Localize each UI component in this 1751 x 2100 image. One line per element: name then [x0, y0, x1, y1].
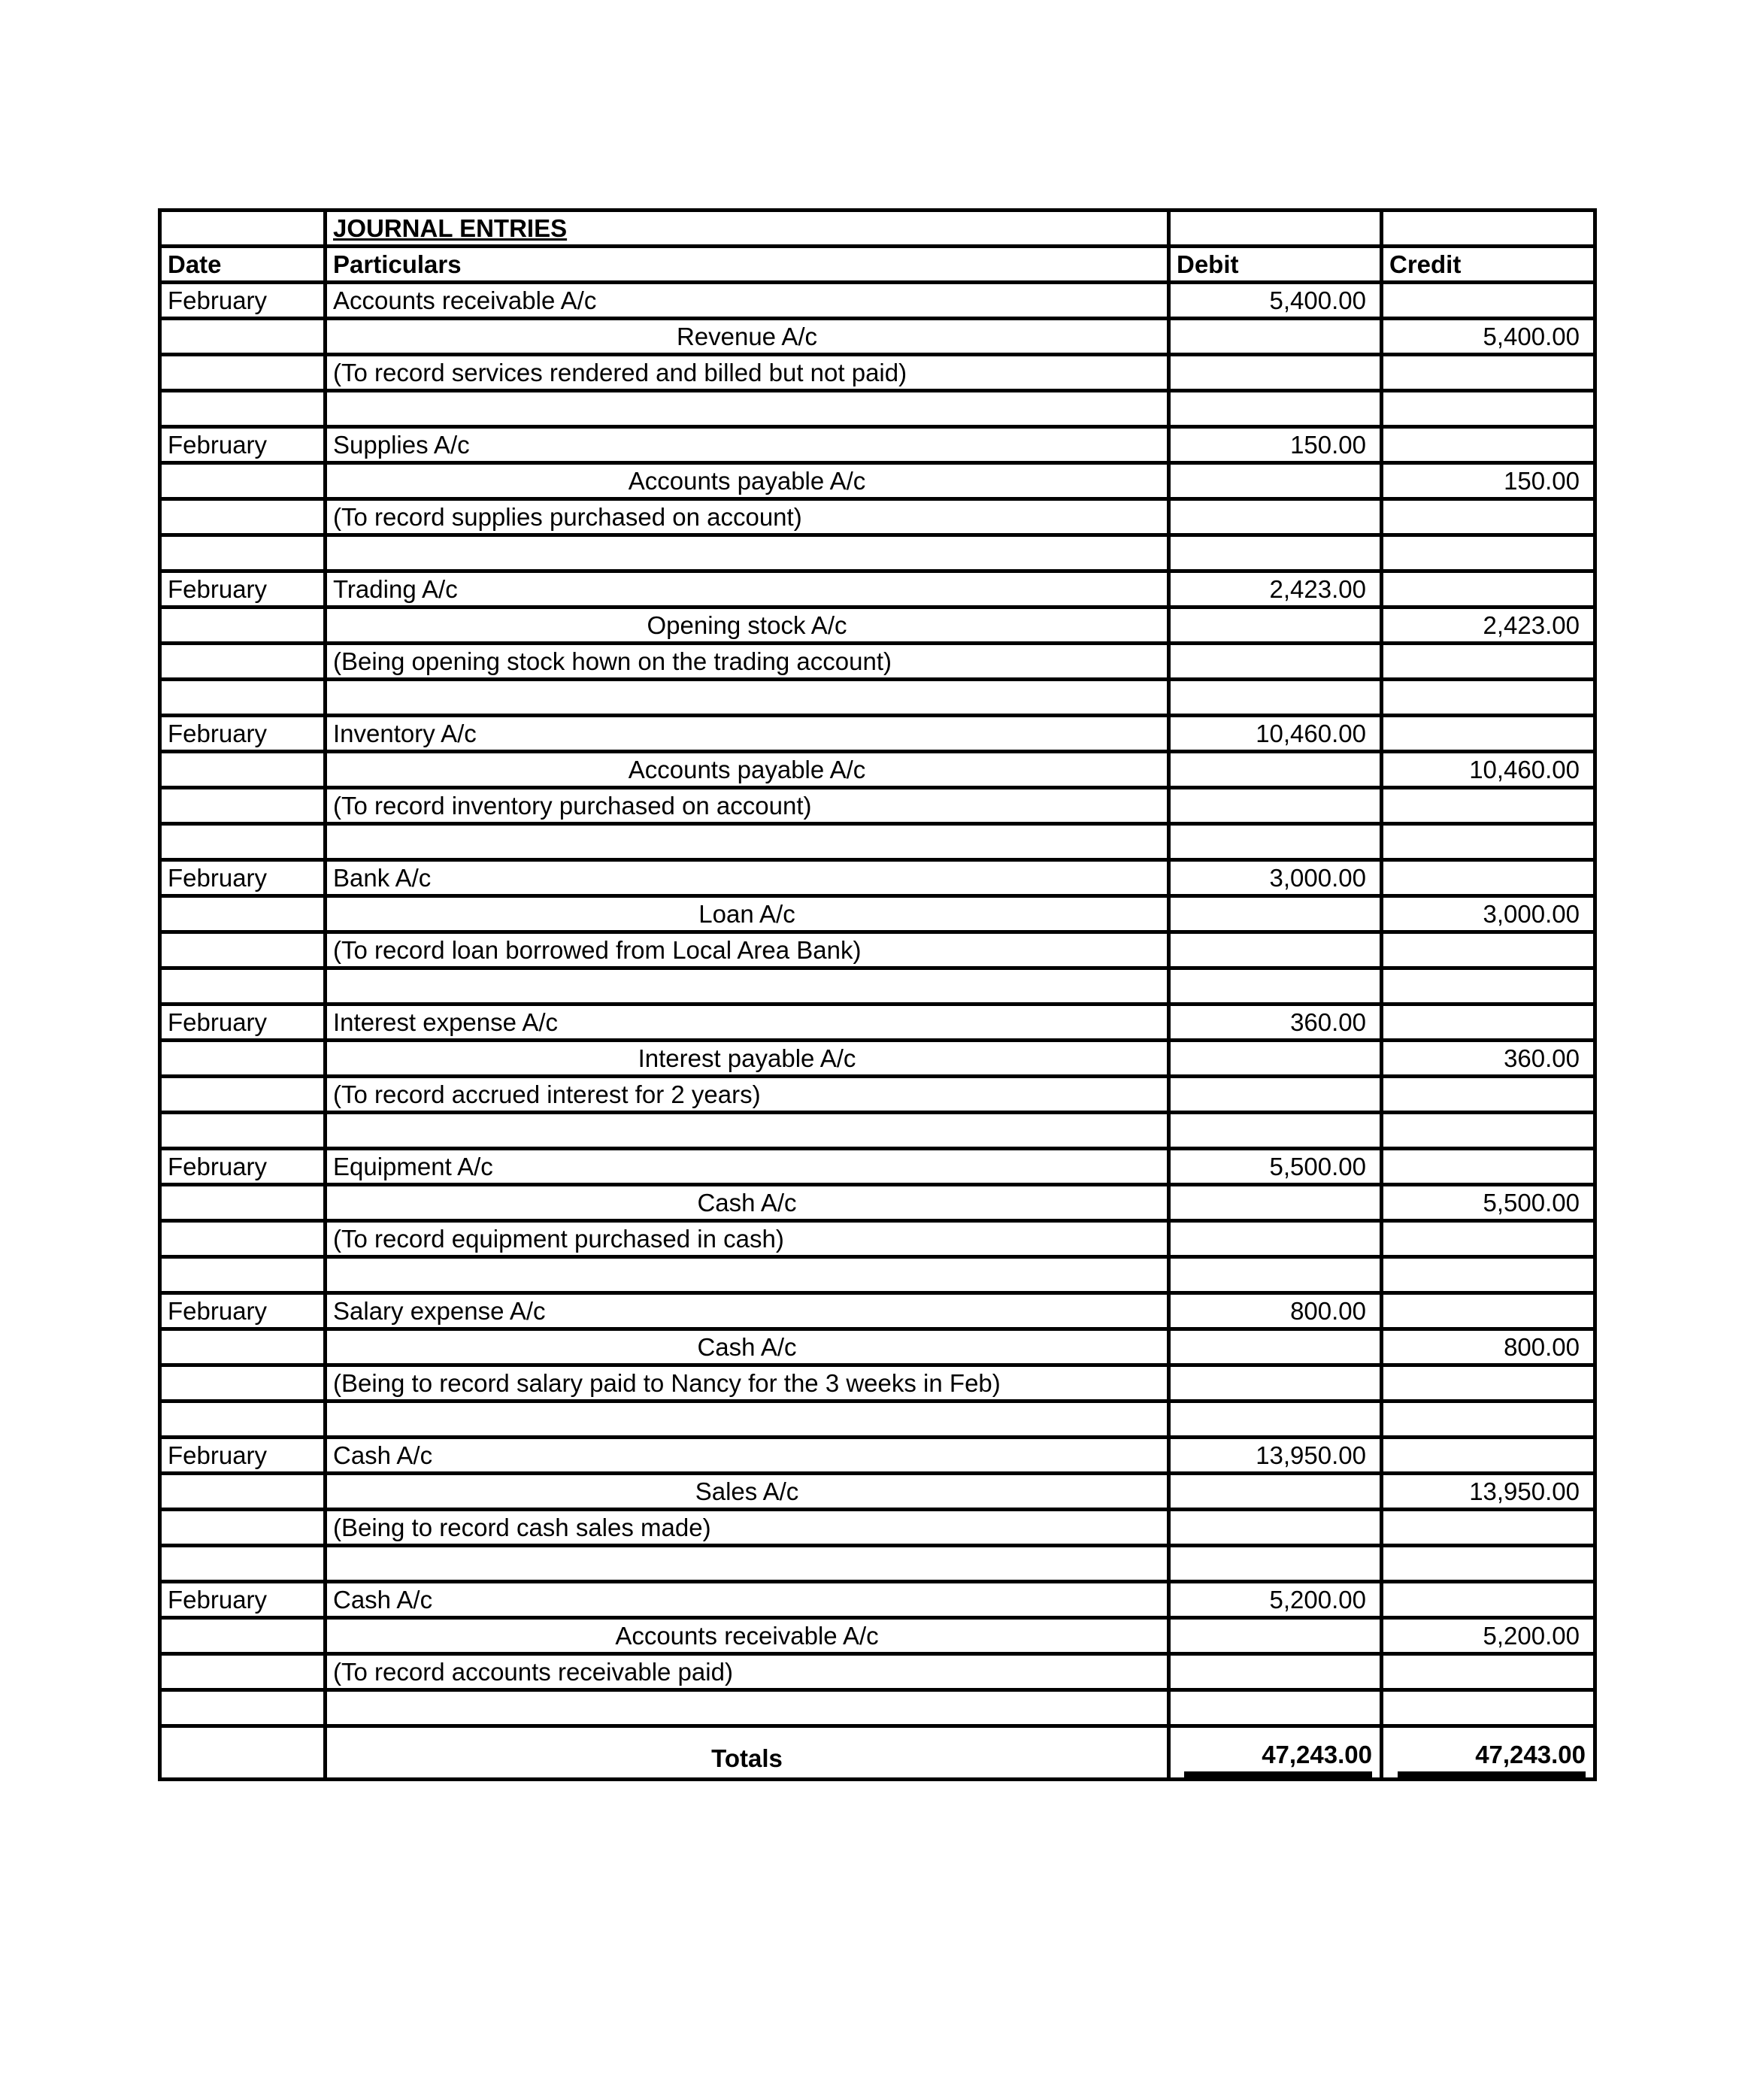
cell-empty: [1169, 1690, 1382, 1726]
debit-amount: 360.00: [1169, 1005, 1382, 1041]
totals-credit: 47,243.00: [1398, 1738, 1586, 1774]
entry-date: February: [160, 1582, 326, 1618]
cell-empty: [1169, 824, 1382, 860]
debit-account: Interest expense A/c: [326, 1005, 1169, 1041]
entry-debit-row: [160, 1293, 1595, 1329]
cell-empty: [1382, 1510, 1595, 1546]
cell-empty: [1169, 391, 1382, 427]
entry-credit-row: [160, 319, 1595, 355]
entry-credit-row: [160, 463, 1595, 499]
cell-empty: [160, 968, 326, 1005]
credit-account: Sales A/c: [326, 1474, 1169, 1510]
entry-debit-row: [160, 1438, 1595, 1474]
narration: (To record inventory purchased on account): [326, 788, 1169, 824]
credit-amount: 2,423.00: [1382, 608, 1595, 644]
narration: (To record supplies purchased on account): [326, 499, 1169, 535]
entry-credit-row: [160, 1329, 1595, 1365]
cell-empty: [160, 355, 326, 391]
entry-credit-row: [160, 896, 1595, 932]
cell-empty: [1382, 860, 1595, 896]
entry-debit-row: [160, 571, 1595, 608]
credit-account: Loan A/c: [326, 896, 1169, 932]
debit-amount: 2,423.00: [1169, 571, 1382, 608]
cell-empty: [1382, 211, 1595, 247]
narration: (To record equipment purchased in cash): [326, 1221, 1169, 1257]
credit-account: Accounts payable A/c: [326, 752, 1169, 788]
entry-debit-row: [160, 860, 1595, 896]
entry-narration-row: [160, 644, 1595, 680]
cell-empty: [1169, 644, 1382, 680]
spacer-row: [160, 1546, 1595, 1582]
cell-empty: [160, 211, 326, 247]
entry-date: February: [160, 427, 326, 463]
cell-empty: [1382, 535, 1595, 571]
cell-empty: [160, 608, 326, 644]
cell-empty: [160, 644, 326, 680]
cell-empty: [1169, 463, 1382, 499]
entry-debit-row: [160, 1582, 1595, 1618]
cell-empty: [160, 1077, 326, 1113]
credit-amount: 800.00: [1382, 1329, 1595, 1365]
debit-account: Trading A/c: [326, 571, 1169, 608]
debit-amount: 10,460.00: [1169, 716, 1382, 752]
entry-credit-row: [160, 1185, 1595, 1221]
entry-narration-row: [160, 1510, 1595, 1546]
entry-narration-row: [160, 355, 1595, 391]
entry-date: February: [160, 1005, 326, 1041]
credit-account: Interest payable A/c: [326, 1041, 1169, 1077]
cell-empty: [1382, 968, 1595, 1005]
cell-empty: [1169, 319, 1382, 355]
cell-empty: [160, 1041, 326, 1077]
debit-account: Bank A/c: [326, 860, 1169, 896]
spacer-row: [160, 1257, 1595, 1293]
cell-empty: [1382, 355, 1595, 391]
cell-empty: [160, 752, 326, 788]
cell-empty: [326, 1402, 1169, 1438]
spacer-row: [160, 535, 1595, 571]
totals-row: [160, 1726, 1595, 1780]
cell-empty: [326, 968, 1169, 1005]
cell-empty: [1169, 608, 1382, 644]
debit-amount: 5,400.00: [1169, 283, 1382, 319]
cell-empty: [1382, 1690, 1595, 1726]
entry-date: February: [160, 1149, 326, 1185]
spacer-row: [160, 1113, 1595, 1149]
cell-empty: [160, 1510, 326, 1546]
header-debit: Debit: [1169, 247, 1382, 283]
header-date: Date: [160, 247, 326, 283]
cell-empty: [1382, 1438, 1595, 1474]
debit-account: Salary expense A/c: [326, 1293, 1169, 1329]
cell-empty: [1382, 1402, 1595, 1438]
entry-credit-row: [160, 752, 1595, 788]
cell-empty: [1169, 788, 1382, 824]
narration: (To record accounts receivable paid): [326, 1654, 1169, 1690]
title-row: [160, 211, 1595, 247]
debit-amount: 5,500.00: [1169, 1149, 1382, 1185]
cell-empty: [1169, 1077, 1382, 1113]
cell-empty: [1169, 1221, 1382, 1257]
cell-empty: [1169, 932, 1382, 968]
cell-empty: [160, 932, 326, 968]
entry-credit-row: [160, 1618, 1595, 1654]
cell-empty: [160, 788, 326, 824]
cell-empty: [160, 1329, 326, 1365]
spacer-row: [160, 968, 1595, 1005]
entry-credit-row: [160, 1041, 1595, 1077]
cell-empty: [1382, 1582, 1595, 1618]
cell-empty: [1169, 1618, 1382, 1654]
cell-empty: [1169, 896, 1382, 932]
cell-empty: [326, 824, 1169, 860]
cell-empty: [160, 1113, 326, 1149]
cell-empty: [1169, 499, 1382, 535]
entry-credit-row: [160, 1474, 1595, 1510]
cell-empty: [160, 1257, 326, 1293]
debit-amount: 3,000.00: [1169, 860, 1382, 896]
narration: (To record services rendered and billed but not paid): [326, 355, 1169, 391]
cell-empty: [326, 535, 1169, 571]
cell-empty: [160, 1474, 326, 1510]
cell-empty: [160, 1402, 326, 1438]
credit-amount: 5,200.00: [1382, 1618, 1595, 1654]
cell-empty: [1382, 1293, 1595, 1329]
credit-account: Accounts receivable A/c: [326, 1618, 1169, 1654]
entry-narration-row: [160, 788, 1595, 824]
entry-narration-row: [160, 1221, 1595, 1257]
spacer-row: [160, 391, 1595, 427]
spacer-row: [160, 824, 1595, 860]
cell-empty: [160, 1618, 326, 1654]
cell-empty: [1382, 1546, 1595, 1582]
cell-empty: [326, 391, 1169, 427]
debit-amount: 150.00: [1169, 427, 1382, 463]
cell-empty: [160, 680, 326, 716]
spacer-row: [160, 1402, 1595, 1438]
cell-empty: [1169, 1365, 1382, 1402]
cell-empty: [1382, 680, 1595, 716]
credit-amount: 360.00: [1382, 1041, 1595, 1077]
cell-empty: [1169, 1510, 1382, 1546]
journal-table: [158, 208, 1597, 1781]
entry-date: February: [160, 571, 326, 608]
entry-narration-row: [160, 932, 1595, 968]
cell-empty: [1382, 283, 1595, 319]
entry-debit-row: [160, 283, 1595, 319]
debit-amount: 13,950.00: [1169, 1438, 1382, 1474]
entry-date: February: [160, 283, 326, 319]
cell-empty: [1169, 1041, 1382, 1077]
credit-amount: 150.00: [1382, 463, 1595, 499]
entry-debit-row: [160, 427, 1595, 463]
cell-empty: [160, 896, 326, 932]
cell-empty: [160, 1546, 326, 1582]
cell-empty: [1169, 1654, 1382, 1690]
cell-empty: [1382, 1654, 1595, 1690]
cell-empty: [1169, 211, 1382, 247]
cell-empty: [1169, 752, 1382, 788]
cell-empty: [1169, 535, 1382, 571]
cell-empty: [1169, 1185, 1382, 1221]
cell-empty: [1382, 1149, 1595, 1185]
cell-empty: [160, 1365, 326, 1402]
cell-empty: [1169, 355, 1382, 391]
entry-narration-row: [160, 499, 1595, 535]
cell-empty: [1382, 427, 1595, 463]
debit-account: Cash A/c: [326, 1582, 1169, 1618]
cell-empty: [160, 1690, 326, 1726]
credit-account: Cash A/c: [326, 1185, 1169, 1221]
debit-account: Accounts receivable A/c: [326, 283, 1169, 319]
narration: (Being to record salary paid to Nancy for the 3 weeks in Feb): [326, 1365, 1169, 1402]
cell-empty: [326, 680, 1169, 716]
cell-empty: [1382, 1113, 1595, 1149]
cell-empty: [160, 391, 326, 427]
cell-empty: [1382, 1257, 1595, 1293]
cell-empty: [1169, 1402, 1382, 1438]
header-credit: Credit: [1382, 247, 1595, 283]
header-particulars: Particulars: [326, 247, 1169, 283]
entry-narration-row: [160, 1077, 1595, 1113]
header-row: [160, 247, 1595, 283]
cell-empty: [326, 1257, 1169, 1293]
entry-debit-row: [160, 1005, 1595, 1041]
cell-empty: [326, 1690, 1169, 1726]
cell-empty: [1169, 968, 1382, 1005]
cell-empty: [1382, 1365, 1595, 1402]
cell-empty: [1169, 680, 1382, 716]
totals-label: Totals: [326, 1726, 1169, 1780]
entry-date: February: [160, 716, 326, 752]
debit-account: Inventory A/c: [326, 716, 1169, 752]
debit-account: Supplies A/c: [326, 427, 1169, 463]
cell-empty: [1169, 1113, 1382, 1149]
credit-amount: 10,460.00: [1382, 752, 1595, 788]
cell-empty: [1382, 824, 1595, 860]
cell-empty: [1382, 932, 1595, 968]
cell-empty: [1169, 1474, 1382, 1510]
cell-empty: [1382, 1221, 1595, 1257]
narration: (To record loan borrowed from Local Area Bank): [326, 932, 1169, 968]
entry-date: February: [160, 1293, 326, 1329]
cell-empty: [1382, 1077, 1595, 1113]
credit-amount: 3,000.00: [1382, 896, 1595, 932]
entry-date: February: [160, 860, 326, 896]
cell-empty: [1169, 1546, 1382, 1582]
entry-narration-row: [160, 1654, 1595, 1690]
credit-account: Accounts payable A/c: [326, 463, 1169, 499]
cell-empty: [1382, 499, 1595, 535]
totals-debit-cell: [1169, 1726, 1382, 1780]
cell-empty: [160, 499, 326, 535]
cell-empty: [160, 1221, 326, 1257]
debit-amount: 800.00: [1169, 1293, 1382, 1329]
cell-empty: [160, 463, 326, 499]
journal-title: JOURNAL ENTRIES: [326, 211, 1169, 247]
entry-date: February: [160, 1438, 326, 1474]
narration: (To record accrued interest for 2 years): [326, 1077, 1169, 1113]
cell-empty: [1382, 571, 1595, 608]
cell-empty: [1382, 391, 1595, 427]
credit-account: Opening stock A/c: [326, 608, 1169, 644]
credit-amount: 13,950.00: [1382, 1474, 1595, 1510]
cell-empty: [1382, 1005, 1595, 1041]
spacer-row: [160, 680, 1595, 716]
debit-account: Equipment A/c: [326, 1149, 1169, 1185]
cell-empty: [1169, 1257, 1382, 1293]
narration: (Being opening stock hown on the trading account): [326, 644, 1169, 680]
entry-narration-row: [160, 1365, 1595, 1402]
entry-debit-row: [160, 1149, 1595, 1185]
credit-amount: 5,400.00: [1382, 319, 1595, 355]
cell-empty: [160, 1654, 326, 1690]
cell-empty: [1382, 644, 1595, 680]
cell-empty: [160, 1726, 326, 1780]
narration: (Being to record cash sales made): [326, 1510, 1169, 1546]
credit-account: Cash A/c: [326, 1329, 1169, 1365]
entry-debit-row: [160, 716, 1595, 752]
totals-debit: 47,243.00: [1184, 1738, 1372, 1774]
cell-empty: [160, 535, 326, 571]
spacer-row: [160, 1690, 1595, 1726]
credit-amount: 5,500.00: [1382, 1185, 1595, 1221]
credit-account: Revenue A/c: [326, 319, 1169, 355]
cell-empty: [160, 319, 326, 355]
debit-account: Cash A/c: [326, 1438, 1169, 1474]
debit-amount: 5,200.00: [1169, 1582, 1382, 1618]
cell-empty: [160, 824, 326, 860]
cell-empty: [160, 1185, 326, 1221]
cell-empty: [326, 1546, 1169, 1582]
entry-credit-row: [160, 608, 1595, 644]
totals-credit-cell: [1382, 1726, 1595, 1780]
cell-empty: [1382, 788, 1595, 824]
cell-empty: [326, 1113, 1169, 1149]
cell-empty: [1169, 1329, 1382, 1365]
cell-empty: [1382, 716, 1595, 752]
